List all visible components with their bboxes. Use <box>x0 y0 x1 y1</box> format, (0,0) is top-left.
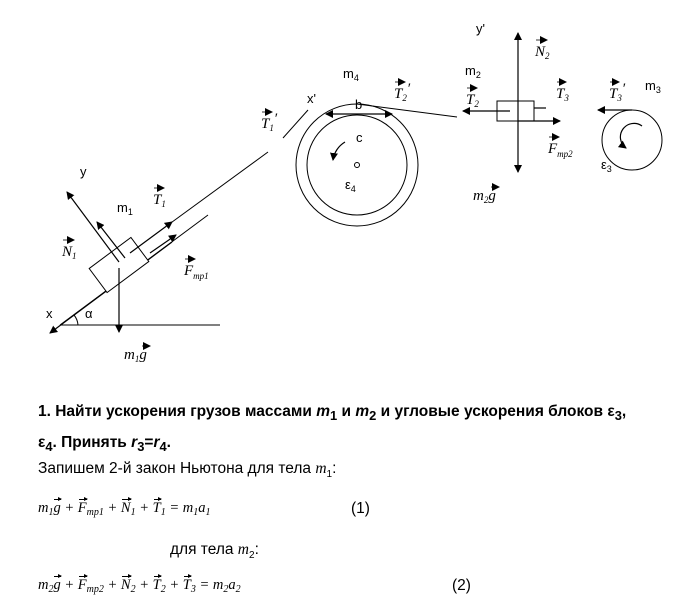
equation-2: $m_2g + F_{mp2} + N_2 + T_2 + T_3 = m_2a_2$ <box>38 577 241 595</box>
x-axis-label: x <box>46 306 53 321</box>
xprime-axis-label: x' <box>307 91 316 106</box>
alpha-label: α <box>85 306 93 321</box>
pulley-4 <box>283 104 457 226</box>
m2g-label: $m_2g$ <box>473 188 496 205</box>
y-axis-label: y <box>80 164 87 179</box>
equation-1: $m_1g + F_{mp1} + N_1 + T_1 = m_1a_1$ <box>38 500 211 518</box>
problem-statement: 1. Найти ускорения грузов массами $m_1$ и $m_2$ и угловые ускорения блоков $\varepsilon_3$, $\varepsilon_4$. Принять $r_3=r_4$. <box>38 403 627 455</box>
rope-m1 <box>168 152 268 225</box>
equation-1-number: (1) <box>351 500 370 517</box>
N1-label: $N_1$ <box>62 244 77 261</box>
m4-label: $m_4$ <box>343 66 359 83</box>
c-label: c <box>356 130 363 145</box>
pulley-3 <box>598 110 662 170</box>
N2-label: $N_2$ <box>535 44 550 61</box>
Fmp1-label: $F_{mp1}$ <box>184 263 209 281</box>
m1g-label: $m_1g$ <box>124 347 147 364</box>
m3-label: $m_3$ <box>645 78 661 95</box>
incline-group <box>50 152 268 333</box>
equation-2-number: (2) <box>452 577 471 594</box>
T1prime-label: $T_1'$ <box>261 111 278 133</box>
alpha-arc <box>74 315 78 325</box>
intro-line: Запишем 2-й закон Ньютона для тела $m_1$: <box>38 460 337 481</box>
eps4-arc <box>333 142 345 160</box>
b-label: b <box>355 97 363 112</box>
rope-top <box>357 104 457 117</box>
eps3-arc <box>620 123 642 148</box>
T1-label: $T_1$ <box>153 192 166 209</box>
T3-label: $T_3$ <box>556 86 569 103</box>
eps4-label: $\varepsilon_4$ <box>345 177 356 194</box>
m1-label: $m_1$ <box>117 200 133 217</box>
Fmp2-label: $F_{mp2}$ <box>548 141 573 159</box>
T1-arrow <box>130 222 172 253</box>
yprime-axis-label: y' <box>476 21 485 36</box>
Fmp1-arrow <box>150 235 176 253</box>
body2-line: для тела $m_2$: <box>170 541 259 562</box>
eps3-label: $\varepsilon_3$ <box>601 157 612 174</box>
m2-label: $m_2$ <box>465 63 481 80</box>
T3prime-label: $T_3'$ <box>609 81 626 103</box>
T2prime-label: $T_2'$ <box>394 81 411 103</box>
T2-label: $T_2$ <box>466 92 479 109</box>
